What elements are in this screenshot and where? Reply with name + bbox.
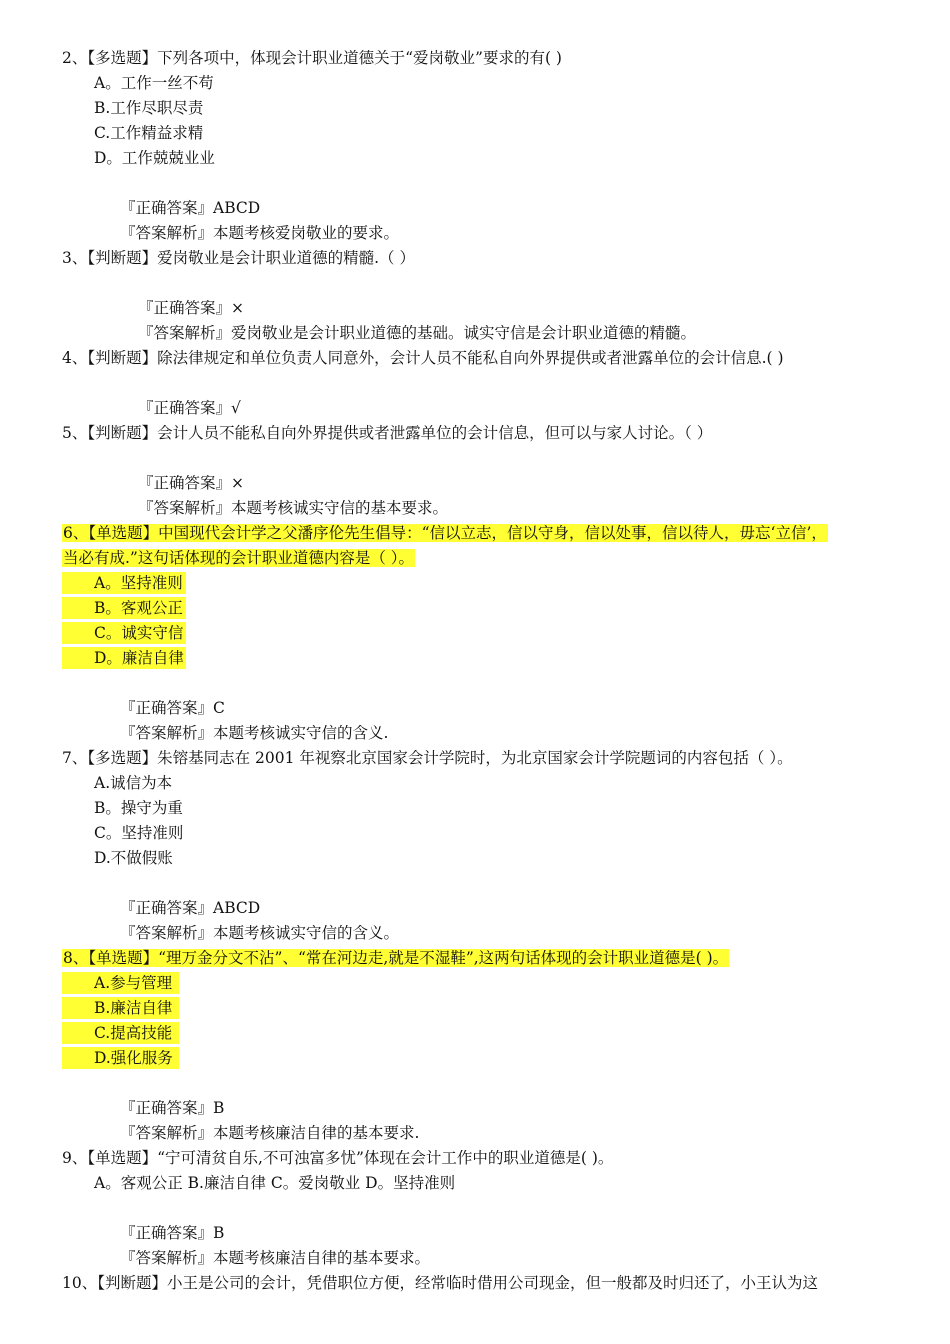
question-8: 8、【单选题】“理万金分文不沾”、“常在河边走,就是不湿鞋”,这两句话体现的会计职业道德是( )。 [63, 949, 729, 967]
answer-analysis: 『答案解析』爱岗敬业是会计职业道德的基础。诚实守信是会计职业道德的精髓。 [138, 324, 697, 342]
option: B.工作尽职尽责 [94, 99, 204, 117]
option-highlighted: D。廉洁自律 [62, 647, 186, 671]
answer-analysis: 『答案解析』本题考核诚实守信的含义。 [120, 924, 400, 942]
correct-answer: 『正确答案』× [138, 474, 244, 492]
answer-analysis: 『答案解析』本题考核廉洁自律的基本要求。 [120, 1249, 431, 1267]
option: B。操守为重 [94, 799, 183, 817]
question-2: 2、【多选题】下列各项中，体现会计职业道德关于“爱岗敬业”要求的有( ) [62, 49, 562, 67]
option-highlighted: A.参与管理 [62, 972, 179, 996]
option-highlighted: C。诚实守信 [62, 622, 186, 646]
answer-analysis: 『答案解析』本题考核廉洁自律的基本要求. [120, 1124, 420, 1142]
option: C。坚持准则 [94, 824, 184, 842]
answer-analysis: 『答案解析』本题考核诚实守信的含义. [120, 724, 389, 742]
option: D。工作兢兢业业 [94, 149, 215, 167]
option-highlighted: C.提高技能 [62, 1022, 179, 1046]
question-7: 7、【多选题】朱镕基同志在 2001 年视察北京国家会计学院时，为北京国家会计学院题词的内容包括（ ）。 [62, 749, 793, 767]
option-highlighted: D.强化服务 [62, 1047, 179, 1071]
correct-answer: 『正确答案』C [120, 699, 225, 717]
question-6: 6、【单选题】中国现代会计学之父潘序伦先生倡导：“信以立志，信以守身，信以处事，信以待人，毋忘‘立信’， [63, 524, 827, 542]
option-highlighted: A。坚持准则 [62, 572, 186, 596]
correct-answer: 『正确答案』√ [138, 399, 241, 417]
answer-analysis: 『答案解析』本题考核诚实守信的基本要求。 [138, 499, 449, 517]
question-5: 5、【判断题】会计人员不能私自向外界提供或者泄露单位的会计信息，但可以与家人讨论。（ ） [62, 424, 713, 442]
option: A。工作一丝不苟 [94, 74, 214, 92]
option: C.工作精益求精 [94, 124, 204, 142]
answer-analysis: 『答案解析』本题考核爱岗敬业的要求。 [120, 224, 400, 242]
question-9: 9、【单选题】“宁可清贫自乐,不可浊富多忧”体现在会计工作中的职业道德是( )。 [62, 1149, 614, 1167]
question-6-continued: 当必有成.”这句话体现的会计职业道德内容是（ ）。 [63, 549, 415, 567]
correct-answer: 『正确答案』× [138, 299, 244, 317]
option-highlighted: B。客观公正 [62, 597, 186, 621]
correct-answer: 『正确答案』B [120, 1099, 225, 1117]
options-inline: A。客观公正 B.廉洁自律 C。爱岗敬业 D。坚持准则 [94, 1174, 456, 1192]
question-10: 10、【判断题】小王是公司的会计，凭借职位方便，经常临时借用公司现金，但一般都及时归还了，小王认为这 [62, 1274, 818, 1292]
option-highlighted: B.廉洁自律 [62, 997, 179, 1021]
option: D.不做假账 [94, 849, 173, 867]
question-4: 4、【判断题】除法律规定和单位负责人同意外，会计人员不能私自向外界提供或者泄露单位的会计信息.( ) [62, 349, 784, 367]
option: A.诚信为本 [94, 774, 173, 792]
correct-answer: 『正确答案』ABCD [120, 899, 261, 917]
question-3: 3、【判断题】爱岗敬业是会计职业道德的精髓.（ ） [62, 249, 415, 267]
correct-answer: 『正确答案』B [120, 1224, 225, 1242]
correct-answer: 『正确答案』ABCD [120, 199, 261, 217]
